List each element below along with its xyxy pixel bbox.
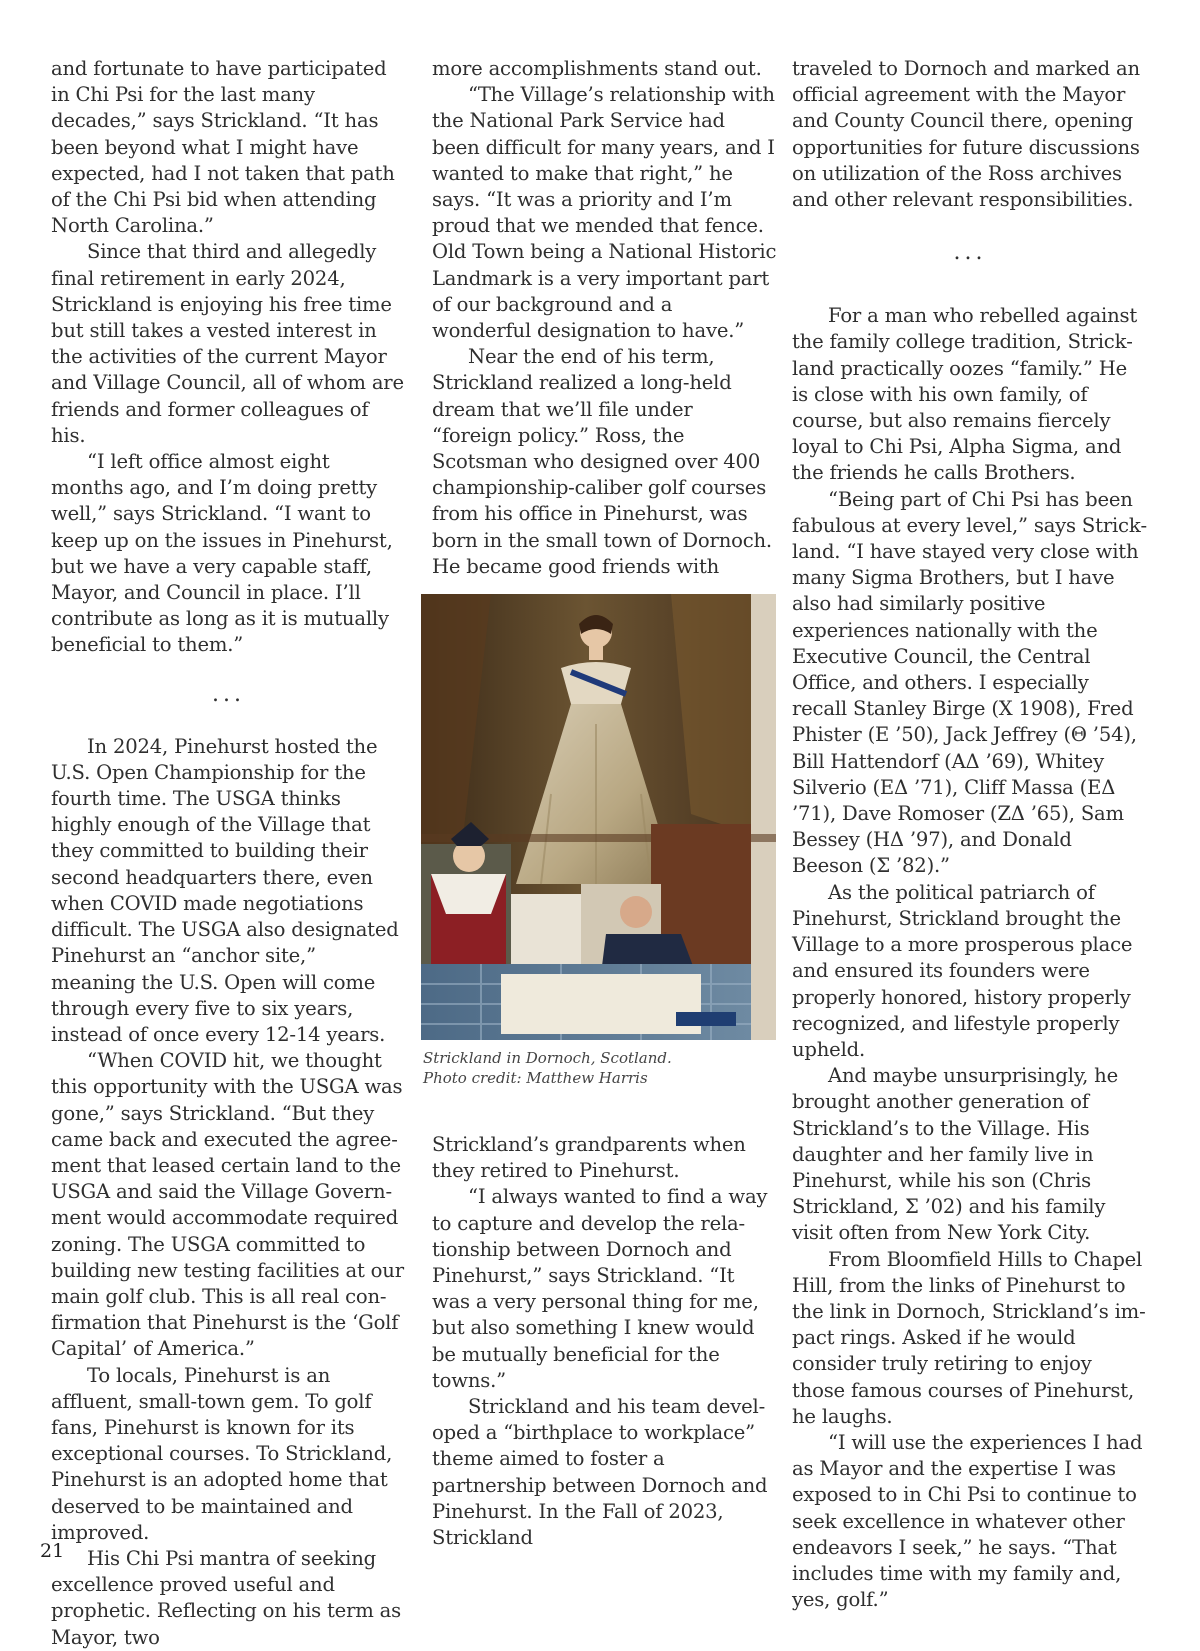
caption-line: Strickland in Dornoch, Scotland.	[423, 1049, 672, 1067]
paragraph: In 2024, Pinehurst hosted the U.S. Open Championship for the fourth time. The USGA thinks highly enough of the Village that they committed to building their second headquarters there, even when COVID made negotiations difficult. The USGA also designated Pinehurst an “anchor site,” meaning the U.S. Open will come through every five to six years, instead of once every 12-14 years.	[51, 734, 399, 1046]
section-separator: ...	[953, 240, 987, 266]
paragraph: For a man who rebelled against the family college tradition, Strickland practically oozes “family.” He is close with his own family, of course, but also remains fiercely loyal to Chi Psi, Alpha Sigma, and the friends he calls Brothers.	[792, 304, 1138, 485]
paragraph: “I left office almost eight months ago, and I’m doing pretty well,” says Strickland. “I want to keep up on the issues in Pinehurst, but we have a very capable staff, Mayor, and Council in place. I’ll contribute as long as it is mutually beneficial to them.”	[51, 450, 393, 657]
paragraph: Strickland and his team developed a “birthplace to workplace” theme aimed to foster a partnership between Dornoch and Pinehurst. In the Fall of 2023, Strickland	[432, 1395, 768, 1550]
paragraph: “I will use the experiences I had as Mayor and the expertise I was exposed to in Chi Psi to continue to seek excellence in whatever other endeavors I seek,” he says. “That includes time with my family and, yes, golf.”	[792, 1430, 1143, 1612]
paragraph: And maybe unsurprisingly, he brought another generation of Strickland’s to the Village. His daughter and her family live in Pinehurst, while his son (Chris Strickland, Σ ’02) and his family visit often from New York City.	[792, 1064, 1118, 1245]
paragraph: “I always wanted to find a way to capture and develop the relationship between Dornoch and Pinehurst,” says Strickland. “It was a very personal thing for me, but also something I knew would be mutually beneficial for the towns.”	[432, 1185, 768, 1392]
paragraph: His Chi Psi mantra of seeking excellence proved useful and prophetic. Reflecting on his term as Mayor, two	[51, 1546, 401, 1649]
paragraph: Since that third and allegedly final retirement in early 2024, Strickland is enjoying his free time but still takes a vested interest in the activities of the current Mayor and Village Council, all of whom are friends and former colleagues of his.	[51, 240, 404, 447]
photo-caption	[423, 1048, 775, 1088]
article-column-2-top	[432, 56, 777, 580]
article-column-2-bottom	[432, 1132, 777, 1551]
paragraph: “When COVID hit, we thought this opportunity with the USGA was gone,” says Strickland. “But they came back and executed the agreement that leased certain land to the USGA and said the Village Government would accommodate required zoning. The USGA committed to building new testing facilities at our main golf club. This is all real confirmation that Pinehurst is the ‘Golf Capital’ of America.”	[51, 1049, 404, 1361]
article-column-3	[792, 56, 1148, 1613]
caption-line: Photo credit: Matthew Harris	[423, 1069, 648, 1087]
paragraph: From Bloomfield Hills to Chapel Hill, from the links of Pinehurst to the link in Dornoch, Strickland’s impact rings. Asked if he would consider truly retiring to enjoy those famous courses of Pinehurst, he laughs.	[792, 1247, 1146, 1428]
paragraph: more accomplishments stand out.	[432, 57, 762, 80]
paragraph: traveled to Dornoch and marked an official agreement with the Mayor and County Council there, opening opportunities for future discussions on utilization of the Ross archives and other relevant responsibilities.	[792, 57, 1140, 212]
section-separator: ...	[212, 681, 245, 707]
paragraph: Near the end of his term, Strickland realized a long-held dream that we’ll file under “foreign policy.” Ross, the Scotsman who designed over 400 championship-caliber golf courses from his office in Pinehurst, was born in the small town of Dornoch. He became good friends with	[432, 345, 772, 578]
paragraph: As the political patriarch of Pinehurst, Strickland brought the Village to a more prosperous place and ensured its founders were properly honored, history properly recognized, and lifestyle properly upheld.	[792, 880, 1133, 1061]
page-number: 21	[40, 1540, 65, 1562]
paragraph: “Being part of Chi Psi has been fabulous at every level,” says Strickland. “I have stayed very close with many Sigma Brothers, but I have also had similarly positive experiences nationally with the Executive Council, the Central Office, and others. I especially recall Stanley Birge (X 1908), Fred Phister (E ’50), Jack Jeffrey (Θ ’54), Bill Hattendorf (ΑΔ ’69), Whitey Silverio (ΕΔ ’71), Cliff Massa (ΕΔ ’71), Dave Romoser (ΖΔ ’65), Sam Bessey (ΗΔ ’97), and Donald Beeson (Σ ’82).”	[792, 487, 1148, 878]
paragraph: Strickland’s grandparents when they retired to Pinehurst.	[432, 1133, 746, 1183]
paragraph: and fortunate to have participated in Chi Psi for the last many decades,” says Strickland. “It has been beyond what I might have expected, had I not taken that path of the Chi Psi bid when attending North Carolina.”	[51, 57, 395, 238]
article-photo	[421, 594, 776, 1040]
paragraph: To locals, Pinehurst is an affluent, small-town gem. To golf fans, Pinehurst is known for its exceptional courses. To Strickland, Pinehurst is an adopted home that deserved to be maintained and improved.	[51, 1363, 393, 1544]
article-column-1	[51, 56, 406, 1651]
paragraph: “The Village’s relationship with the National Park Service had been difficult for many years, and I wanted to make that right,” he says. “It was a priority and I’m proud that we mended that fence. Old Town being a National Historic Landmark is a very important part of our background and a wonderful designation to have.”	[432, 83, 777, 343]
